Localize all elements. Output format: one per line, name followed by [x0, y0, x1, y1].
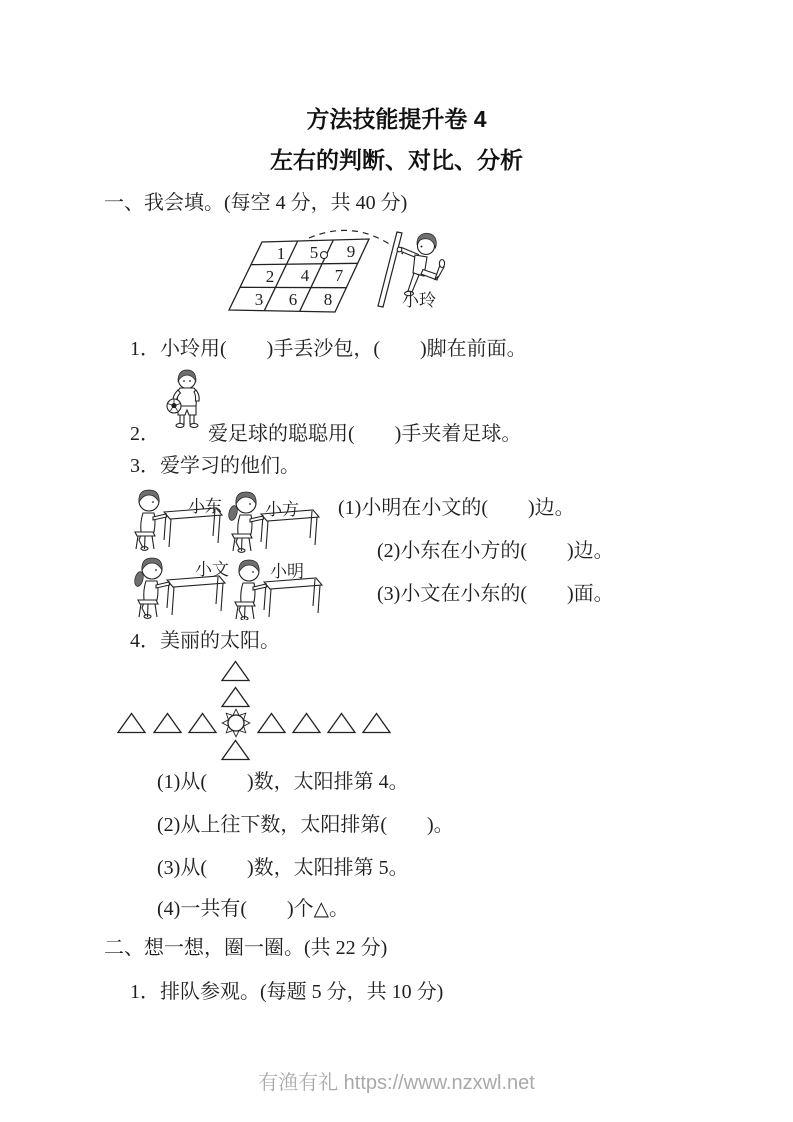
question-2-text: 爱足球的聪聪用( )手夹着足球。: [208, 423, 522, 445]
triangle-icon: [222, 741, 249, 760]
student-label: 小东: [188, 497, 222, 516]
q2-figure: [165, 367, 207, 429]
triangle-icon: [154, 714, 181, 733]
triangle-icon: [222, 688, 249, 707]
student-label: 小文: [195, 560, 229, 579]
triangle-icon: [293, 714, 320, 733]
question-4-sub-1: (1)从( )数，太阳排第 4。: [157, 771, 409, 793]
grid-cell: 6: [288, 290, 298, 309]
question-4-sub-2: (2)从上往下数，太阳排第( )。: [157, 814, 454, 836]
triangle-icon: [363, 714, 390, 733]
girl-name-label: 小玲: [402, 291, 436, 310]
sun-icon: [222, 709, 250, 737]
footer-watermark: 有渔有礼 https://www.nzxwl.net: [258, 1072, 535, 1094]
grid-cell: 1: [276, 244, 286, 263]
triangle-icon: [258, 714, 285, 733]
grid-cell: 9: [346, 242, 356, 261]
q4-figure: [112, 653, 402, 768]
section2-item-1: 1．排队参观。(每题 5 分，共 10 分): [130, 981, 444, 1003]
question-3-sub-2: (2)小东在小方的( )边。: [377, 540, 614, 562]
question-4-sub-4: (4)一共有( )个△。: [157, 898, 350, 920]
page-title: 方法技能提升卷 4: [306, 106, 487, 132]
page-subtitle: 左右的判断、对比、分析: [270, 147, 523, 173]
triangle-icon: [189, 714, 216, 733]
section2-heading: 二、想一想，圈一圈。(共 22 分): [104, 937, 388, 959]
section1-heading: 一、我会填。(每空 4 分，共 40 分): [104, 192, 408, 214]
q3-figure: [128, 484, 328, 620]
grid-cell: 8: [323, 290, 333, 309]
q1-figure: [225, 225, 450, 320]
grid-cell: 7: [334, 266, 344, 285]
student-label: 小明: [270, 562, 304, 581]
sandbag-icon: [321, 252, 328, 259]
question-1-text: 1．小玲用( )手丢沙包，( )脚在前面。: [130, 338, 527, 360]
triangle-icon: [328, 714, 355, 733]
question-4-heading: 4．美丽的太阳。: [130, 630, 280, 652]
student-label: 小方: [265, 500, 299, 519]
trajectory-arc: [309, 230, 403, 254]
question-3-heading: 3．爱学习的他们。: [130, 455, 300, 477]
question-2-number: 2．: [130, 423, 160, 445]
running-girl-figure: [397, 233, 444, 295]
sun-triangles-figure: [112, 653, 402, 768]
question-3-sub-3: (3)小文在小东的( )面。: [377, 583, 614, 605]
triangle-icon: [118, 714, 145, 733]
grid-cell: 4: [300, 266, 310, 285]
grid-cell: 2: [265, 267, 275, 286]
soccer-boy-icon: [165, 367, 207, 429]
grid-cell: 5: [309, 243, 319, 262]
question-3-sub-1: (1)小明在小文的( )边。: [338, 497, 575, 519]
triangle-icon: [222, 662, 249, 681]
pole-icon: [378, 232, 402, 307]
question-4-sub-3: (3)从( )数，太阳排第 5。: [157, 857, 409, 879]
grid-cell: 3: [254, 290, 264, 309]
